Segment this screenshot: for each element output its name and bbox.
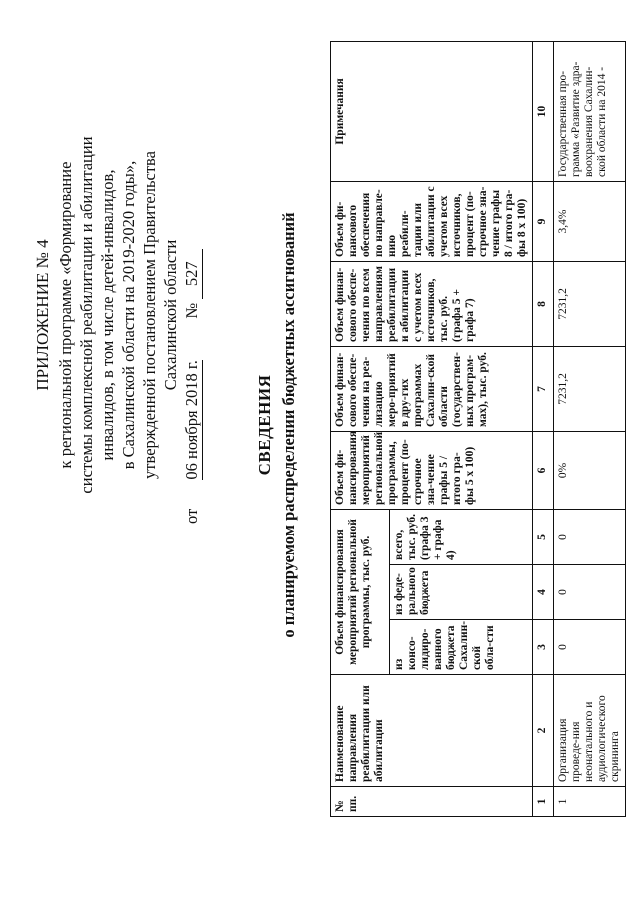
column-number: 10 (533, 41, 554, 181)
column-number: 9 (533, 181, 554, 261)
column-number: 5 (533, 509, 554, 564)
header-consolidated: из консо-лидиро-ванного бюджета Сахалин-ской обла-сти (390, 620, 533, 675)
resolution-number: 527 (181, 249, 203, 299)
document-subtitle: о планируемом распределении бюджетных ассигнований (279, 212, 298, 638)
cell-no: 1 (554, 787, 626, 817)
document-title: СВЕДЕНИЯ (255, 374, 274, 476)
cell-consolidated: 0 (554, 620, 626, 675)
cell-other-programs: 7231,2 (554, 346, 626, 431)
appendix-line: Сахалинской области (161, 239, 180, 391)
header-all-share: Объем фи-нансового обеспечения по направле-нию реабили-тации или абилитации с учетом всех источников, процент (по-строчное зна-чение графы 8 / итого гра-фы 8 x 100) (331, 181, 533, 261)
cell-total: 0 (554, 509, 626, 564)
header-other-programs: Объем финан-сового обеспе-чения на реа-лизацию меро-приятий в дру-гих программах Сахалин-ской области (государствен-ных програм-мах), тыс. руб. (331, 346, 533, 431)
appendix-line: в Сахалинской области на 2019-2020 годы», (119, 160, 138, 470)
cell-all-sources: 7231,2 (554, 261, 626, 346)
document-heading (255, 5, 299, 845)
column-number: 3 (533, 620, 554, 675)
header-notes: Примечания (331, 41, 533, 181)
column-number: 6 (533, 431, 554, 509)
cell-notes: Государственная про-грамма «Развитие здра-воохранения Сахалин-ской области на 2014 - (554, 41, 626, 181)
cell-all-share: 3,4% (554, 181, 626, 261)
header-funding-group: Объем финансирования мероприятий региональной программы, тыс. руб. (331, 509, 390, 674)
number-label: № (182, 302, 201, 319)
appendix-line: к региональной программе «Формирование (56, 161, 75, 469)
appendix-block (32, 100, 203, 530)
header-no: № пп. (331, 787, 533, 817)
cell-direction: Организация проведе-ния неонатального и аудиологического скрининга (554, 675, 626, 787)
appendix-line: инвалидов, в том числе детей-инвалидов, (98, 169, 117, 461)
approval-date: 06 ноября 2018 г. (182, 360, 201, 480)
column-number: 1 (533, 787, 554, 817)
cell-share: 0% (554, 431, 626, 509)
appendix-line: системы комплексной реабилитации и абилитации (77, 136, 96, 494)
column-number: 4 (533, 565, 554, 620)
column-number-row (533, 41, 554, 816)
table-header-row (331, 41, 390, 816)
from-label: от (182, 508, 201, 524)
allocation-table (330, 41, 626, 817)
column-number: 8 (533, 261, 554, 346)
column-number: 7 (533, 346, 554, 431)
appendix-title: ПРИЛОЖЕНИЕ № 4 (33, 239, 52, 391)
header-federal: из феде-рального бюджета (390, 565, 533, 620)
header-all-sources: Объем финан-сового обеспе-чения по всем направлениям реабилитации и абилитации с учетом всех источников, тыс. руб. (графа 5 + графа 7) (331, 261, 533, 346)
appendix-line: утвержденной постановлением Правительства (140, 151, 159, 479)
header-direction: Наименование направления реабилитации или абилитации (331, 675, 533, 787)
cell-federal: 0 (554, 565, 626, 620)
appendix-signature-line (181, 100, 203, 530)
header-share: Объем фи-нансирования мероприятий региональной программы, процент (по-строчное зна-чение графы 5 / итого гра-фы 5 x 100) (331, 431, 533, 509)
column-number: 2 (533, 675, 554, 787)
table-row (554, 41, 626, 816)
header-total: всего, тыс. руб. (графа 3 + графа 4) (390, 509, 533, 564)
